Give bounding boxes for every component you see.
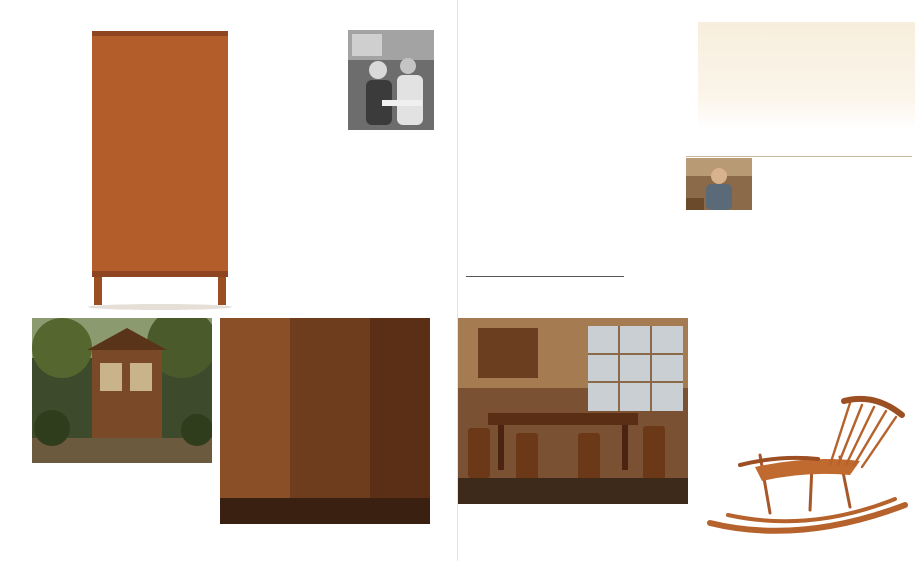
section-heading-rule [686,156,912,157]
maloof-and-white-photo [348,30,434,130]
rocking-chair-photo [700,395,915,540]
house-photo [32,318,212,463]
sidebar-header-band [698,22,915,130]
tom-hucker-photo [686,158,752,210]
spiral-staircase-photo [220,318,430,524]
dining-room-photo [458,318,688,504]
byline-rule [466,276,624,277]
cabinet-photo [80,25,240,310]
